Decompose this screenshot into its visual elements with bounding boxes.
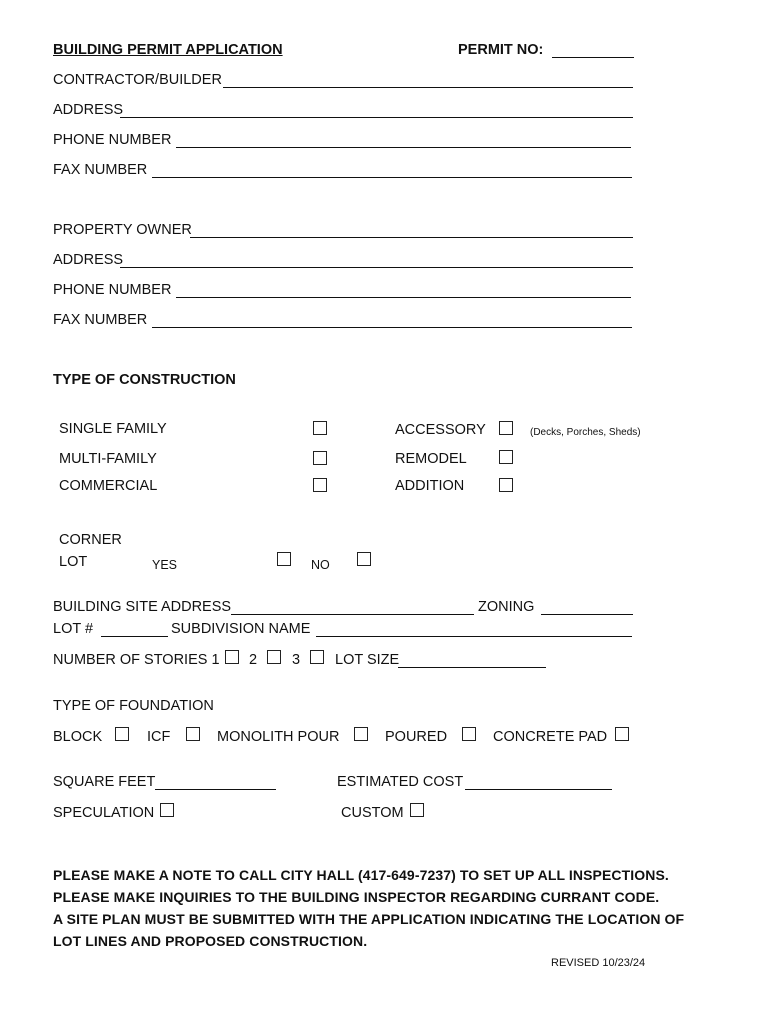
remodel-checkbox[interactable] [499, 450, 513, 464]
zoning-field[interactable] [541, 614, 633, 615]
lot-number-field[interactable] [101, 636, 168, 637]
contractor-phone-label: PHONE NUMBER [53, 132, 172, 148]
stories-3-label: 3 [292, 652, 301, 668]
addition-checkbox[interactable] [499, 478, 513, 492]
lot-number-label: LOT # [53, 621, 94, 637]
note-line-4: LOT LINES AND PROPOSED CONSTRUCTION. [53, 933, 368, 949]
corner-no-label: NO [311, 558, 330, 572]
commercial-label: COMMERCIAL [59, 478, 158, 494]
speculation-checkbox[interactable] [160, 803, 174, 817]
multi-family-label: MULTI-FAMILY [59, 451, 157, 467]
owner-fax-label: FAX NUMBER [53, 312, 148, 328]
multi-family-checkbox[interactable] [313, 451, 327, 465]
commercial-checkbox[interactable] [313, 478, 327, 492]
note-line-3: A SITE PLAN MUST BE SUBMITTED WITH THE APPLICATION INDICATING THE LOCATION OF [53, 911, 685, 927]
block-checkbox[interactable] [115, 727, 129, 741]
subdivision-field[interactable] [316, 636, 632, 637]
corner-lot-label-1: CORNER [59, 532, 122, 548]
concrete-pad-checkbox[interactable] [615, 727, 629, 741]
note-line-1: PLEASE MAKE A NOTE TO CALL CITY HALL (417-649-7237) TO SET UP ALL INSPECTIONS. [53, 867, 669, 883]
remodel-label: REMODEL [395, 451, 467, 467]
accessory-label: ACCESSORY [395, 422, 486, 438]
subdivision-label: SUBDIVISION NAME [171, 621, 311, 637]
estimated-cost-label: ESTIMATED COST [337, 774, 464, 790]
stories-2-checkbox[interactable] [267, 650, 281, 664]
poured-label: POURED [385, 729, 448, 745]
stories-2-label: 2 [249, 652, 258, 668]
foundation-heading: TYPE OF FOUNDATION [53, 698, 214, 714]
contractor-phone-field[interactable] [176, 147, 631, 148]
owner-phone-label: PHONE NUMBER [53, 282, 172, 298]
square-feet-label: SQUARE FEET [53, 774, 156, 790]
revised-date: REVISED 10/23/24 [551, 957, 646, 969]
owner-field[interactable] [190, 237, 633, 238]
owner-address-field[interactable] [120, 267, 633, 268]
contractor-field[interactable] [223, 87, 633, 88]
site-address-field[interactable] [231, 614, 474, 615]
corner-yes-checkbox[interactable] [277, 552, 291, 566]
icf-checkbox[interactable] [186, 727, 200, 741]
single-family-checkbox[interactable] [313, 421, 327, 435]
stories-3-checkbox[interactable] [310, 650, 324, 664]
lot-size-label: LOT SIZE [335, 652, 400, 668]
accessory-checkbox[interactable] [499, 421, 513, 435]
square-feet-field[interactable] [155, 789, 276, 790]
permit-no-field[interactable] [552, 57, 634, 58]
contractor-fax-label: FAX NUMBER [53, 162, 148, 178]
owner-address-label: ADDRESS [53, 252, 124, 268]
block-label: BLOCK [53, 729, 103, 745]
site-address-label: BUILDING SITE ADDRESS [53, 599, 232, 615]
concrete-pad-label: CONCRETE PAD [493, 729, 608, 745]
corner-yes-label: YES [152, 558, 178, 572]
speculation-label: SPECULATION [53, 805, 155, 821]
poured-checkbox[interactable] [462, 727, 476, 741]
accessory-note: (Decks, Porches, Sheds) [530, 427, 641, 438]
stories-1-checkbox[interactable] [225, 650, 239, 664]
zoning-label: ZONING [478, 599, 535, 615]
corner-no-checkbox[interactable] [357, 552, 371, 566]
custom-label: CUSTOM [341, 805, 404, 821]
contractor-fax-field[interactable] [152, 177, 632, 178]
owner-fax-field[interactable] [152, 327, 632, 328]
monolith-label: MONOLITH POUR [217, 729, 340, 745]
owner-label: PROPERTY OWNER [53, 222, 192, 238]
contractor-address-field[interactable] [120, 117, 633, 118]
lot-size-field[interactable] [398, 667, 546, 668]
construction-heading: TYPE OF CONSTRUCTION [53, 372, 236, 388]
estimated-cost-field[interactable] [465, 789, 612, 790]
form-title: BUILDING PERMIT APPLICATION [53, 42, 283, 58]
single-family-label: SINGLE FAMILY [59, 421, 167, 437]
stories-label: NUMBER OF STORIES 1 [53, 652, 220, 668]
owner-phone-field[interactable] [176, 297, 631, 298]
permit-no-label: PERMIT NO: [458, 42, 544, 58]
corner-lot-label-2: LOT [59, 554, 88, 570]
custom-checkbox[interactable] [410, 803, 424, 817]
monolith-checkbox[interactable] [354, 727, 368, 741]
contractor-label: CONTRACTOR/BUILDER [53, 72, 222, 88]
note-line-2: PLEASE MAKE INQUIRIES TO THE BUILDING INSPECTOR REGARDING CURRANT CODE. [53, 889, 660, 905]
addition-label: ADDITION [395, 478, 465, 494]
icf-label: ICF [147, 729, 171, 745]
contractor-address-label: ADDRESS [53, 102, 124, 118]
